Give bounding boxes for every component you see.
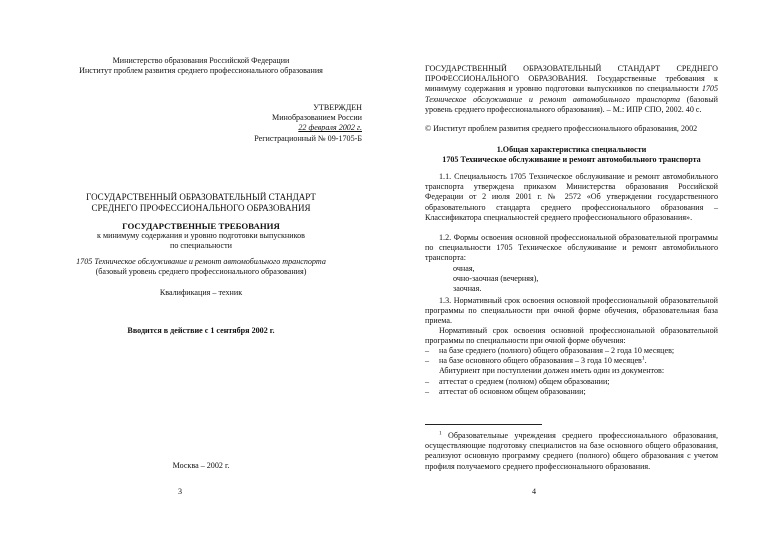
ministry-name: Министерство образования Российской Федерации — [112, 56, 290, 65]
page-number-right: 4 — [531, 487, 537, 496]
bibliographic-record — [425, 64, 718, 115]
biblio-text: ГОСУДАРСТВЕННЫЙ ОБРАЗОВАТЕЛЬНЫЙ СТАНДАРТ СРЕДНЕГО ПРОФЕССИОНАЛЬНОГО ОБРАЗОВАНИЯ. Государственные требования к минимуму содержания и уровню подготовки выпускников по специальности — [425, 64, 718, 94]
city-year: Москва – 2002 г. — [172, 461, 230, 470]
list-item — [425, 356, 718, 366]
section-title-line-1: 1.Общая характеристика специальности — [496, 145, 647, 154]
list-item: – аттестат о среднем (полном) общем образовании; — [425, 377, 718, 387]
list-item: – на базе среднего (полного) общего образования – 2 года 10 месяцев; — [425, 346, 718, 356]
requirements-block — [40, 221, 362, 252]
requirements-sub-1: к минимуму содержания и уровню подготовки выпускников — [97, 231, 305, 241]
copyright: © Институт проблем развития среднего профессионального образования, 2002 — [425, 124, 698, 133]
institute-name: Институт проблем развития среднего профессионального образования — [79, 66, 323, 76]
education-level: (базовый уровень среднего профессионального образования) — [95, 267, 307, 277]
specialty-block — [40, 257, 362, 277]
paragraph-1-2: 1.2. Формы освоения основной профессиональной образовательной программы по специальности 1705 Техническое обслуживание и ремонт автомобильного транспорта: — [425, 233, 718, 263]
term-text: на базе основного общего образования – 3 года 10 месяцев — [439, 356, 642, 366]
paragraph-1-3: 1.3. Нормативный срок освоения основной профессиональной образовательной программы по специальности при очной форме обучения, образовательная база приема. — [425, 296, 718, 326]
biblio-specialty: 1705 Техническое обслуживание и ремонт автомобильного транспорта — [425, 84, 718, 104]
qualification: Квалификация – техник — [159, 288, 243, 297]
right-page — [384, 0, 768, 543]
requirements-sub-2: по специальности — [169, 241, 232, 251]
footnote — [425, 431, 718, 472]
footnote-divider — [425, 424, 542, 425]
forms-list — [453, 264, 703, 295]
footnote-ref: 1 — [641, 355, 645, 362]
footnote-mark: 1 — [439, 430, 442, 437]
footnote-text: Образовательные учреждения среднего профессионального образования, осуществляющие подготовку специалистов на базе основного общего образования, реализуют основную программу среднего (полного) общего образования с учетом профиля получаемого среднего профессионального образования. — [425, 431, 718, 471]
list-item: – аттестат об основном общем образовании; — [425, 387, 718, 397]
requirements-title: ГОСУДАРСТВЕННЫЕ ТРЕБОВАНИЯ — [122, 221, 280, 231]
approval-block — [180, 103, 362, 144]
approval-date: 22 февраля 2002 г. — [298, 123, 362, 133]
specialty-name: 1705 Техническое обслуживание и ремонт автомобильного транспорта — [76, 257, 326, 266]
section-title — [425, 145, 718, 165]
approved-label: УТВЕРЖДЕН — [313, 103, 362, 112]
terms-list — [425, 346, 718, 397]
list-item: заочная. — [453, 284, 482, 294]
standard-title-line-1: ГОСУДАРСТВЕННЫЙ ОБРАЗОВАТЕЛЬНЫЙ СТАНДАРТ — [86, 192, 316, 202]
term-tail: . — [644, 356, 647, 366]
ministry-short: Минобразованием России — [272, 113, 362, 123]
list-item: очная, — [453, 264, 475, 273]
section-title-line-2: 1705 Техническое обслуживание и ремонт автомобильного транспорта — [442, 155, 701, 165]
list-item: очно-заочная (вечерняя), — [453, 274, 539, 284]
paragraph-term: Нормативный срок освоения основной профессиональной образовательной программы по специальности при очной форме обучения: — [425, 326, 718, 346]
standard-title — [40, 192, 362, 214]
page-number-left: 3 — [177, 487, 183, 496]
title-header — [40, 56, 362, 76]
standard-title-line-2: СРЕДНЕГО ПРОФЕССИОНАЛЬНОГО ОБРАЗОВАНИЯ — [91, 203, 311, 213]
paragraph-1-1: 1.1. Специальность 1705 Техническое обслуживание и ремонт автомобильного транспорта утверждена приказом Министерства образования Российской Федерации от 2 июля 2001 г. № 2572 «Об утверждении государственного образовательного стандарта среднего профессионального образования – Классификатора специальностей среднего профессионального образования». — [425, 172, 718, 222]
biblio-tail: (базовый уровень среднего профессионального образования). – М.: ИПР СПО, 2002. 40 с. — [425, 94, 719, 114]
registration-number: Регистрационный № 09-1705-Б — [254, 133, 362, 143]
effective-date: Вводится в действие с 1 сентября 2002 г. — [127, 326, 275, 335]
applicant-text: Абитуриент при поступлении должен иметь один из документов: — [439, 366, 665, 376]
